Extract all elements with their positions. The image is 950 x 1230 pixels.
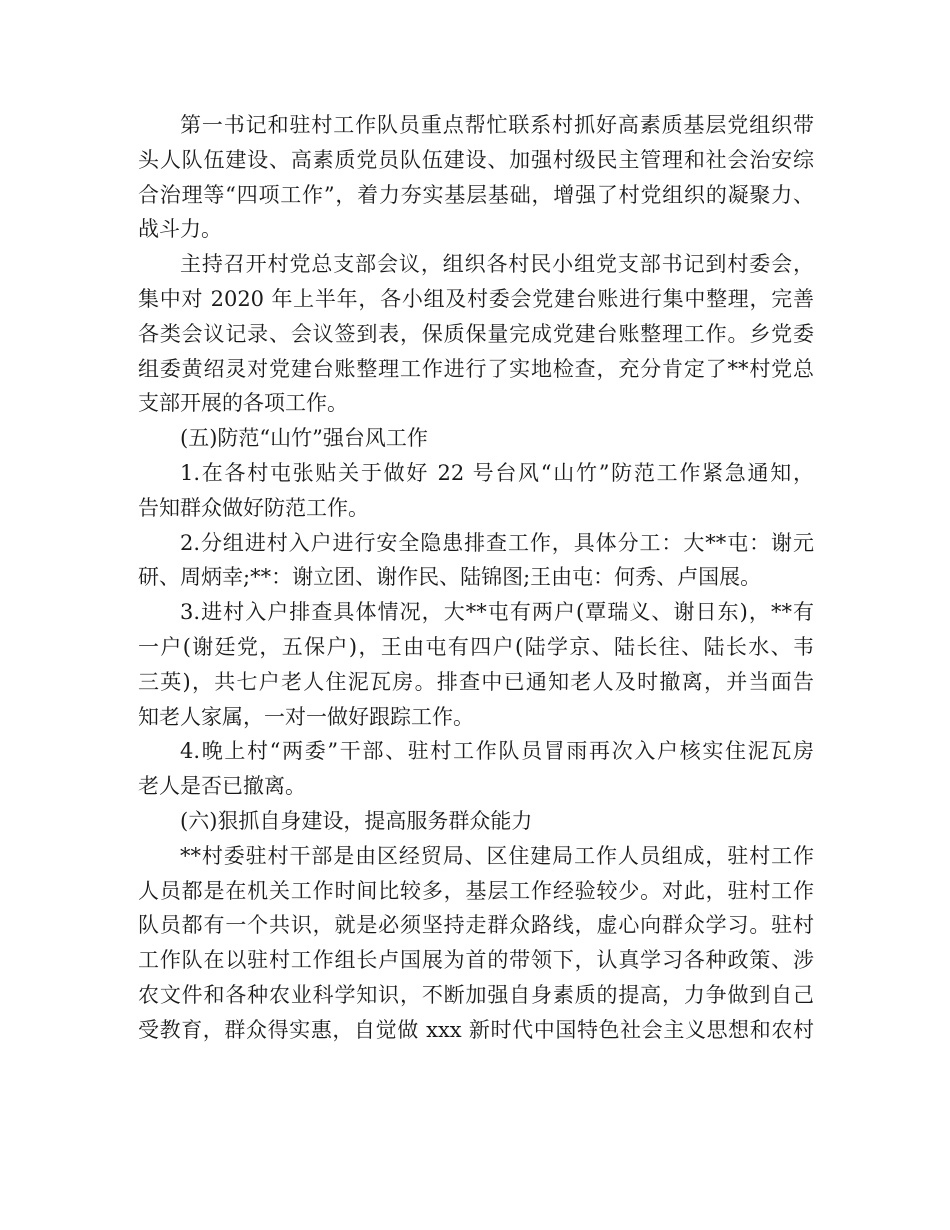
paragraph-3-line-2: 人员都是在机关工作时间比较多，基层工作经验较少。对此，驻村工作: [138, 878, 814, 903]
paragraph-2-line-4: 组委黄绍灵对党建台账整理工作进行了实地检查，充分肯定了**村党总: [138, 356, 814, 381]
section-heading-5: (五)防范“山竹”强台风工作: [180, 426, 428, 451]
paragraph-3-line-4: 工作队在以驻村工作组长卢国展为首的带领下，认真学习各种政策、涉: [138, 948, 814, 973]
paragraph-2-line-1: 主持召开村党总支部会议，组织各村民小组党支部书记到村委会，: [180, 252, 814, 277]
item-1-line-1: 1.在各村屯张贴关于做好 22 号台风“山竹”防范工作紧急通知，: [180, 460, 814, 485]
item-1-line-2: 告知群众做好防范工作。: [138, 495, 369, 520]
paragraph-2-line-3: 各类会议记录、会议签到表，保质保量完成党建台账整理工作。乡党委: [138, 321, 814, 346]
paragraph-3-line-3: 队员都有一个共识，就是必须坚持走群众路线，虚心向群众学习。驻村: [138, 913, 814, 938]
item-2-line-2: 研、周炳幸;**：谢立团、谢作民、陆锦图;王由屯：何秀、卢国展。: [138, 565, 762, 590]
paragraph-1-line-2: 头人队伍建设、高素质党员队伍建设、加强村级民主管理和社会治安综: [138, 147, 814, 172]
item-2-line-1: 2.分组进村入户进行安全隐患排查工作，具体分工：大**屯：谢元: [180, 530, 814, 555]
item-3-line-4: 知老人家属，一对一做好跟踪工作。: [138, 704, 474, 729]
paragraph-1-line-1: 第一书记和驻村工作队员重点帮忙联系村抓好高素质基层党组织带: [180, 113, 814, 137]
document-page: [138, 108, 814, 1048]
item-3-line-3: 三英)，共七户老人住泥瓦房。排查中已通知老人及时撤离，并当面告: [138, 669, 814, 694]
item-3-line-2: 一户(谢廷党，五保户)，王由屯有四户(陆学京、陆长往、陆长水、韦: [138, 634, 814, 659]
item-3-line-1: 3.进村入户排查具体情况，大**屯有两户(覃瑞义、谢日东)，**有: [180, 600, 814, 625]
paragraph-2-line-5: 支部开展的各项工作。: [138, 391, 348, 416]
item-4-line-2: 老人是否已撤离。: [138, 774, 306, 799]
paragraph-2-line-2: 集中对 2020 年上半年，各小组及村委会党建台账进行集中整理，完善: [138, 286, 814, 311]
paragraph-3-line-6: 受教育，群众得实惠，自觉做 xxx 新时代中国特色社会主义思想和农村: [138, 1017, 814, 1042]
section-heading-6: (六)狠抓自身建设，提高服务群众能力: [180, 808, 533, 833]
paragraph-3-line-1: **村委驻村干部是由区经贸局、区住建局工作人员组成，驻村工作: [180, 843, 814, 868]
paragraph-3-line-5: 农文件和各种农业科学知识，不断加强自身素质的提高，力争做到自己: [138, 982, 814, 1007]
paragraph-1-line-4: 战斗力。: [138, 217, 222, 242]
item-4-line-1: 4.晚上村“两委”干部、驻村工作队员冒雨再次入户核实住泥瓦房: [180, 739, 814, 764]
paragraph-1-line-3: 合治理等“四项工作”，着力夯实基层基础，增强了村党组织的凝聚力、: [138, 182, 814, 207]
